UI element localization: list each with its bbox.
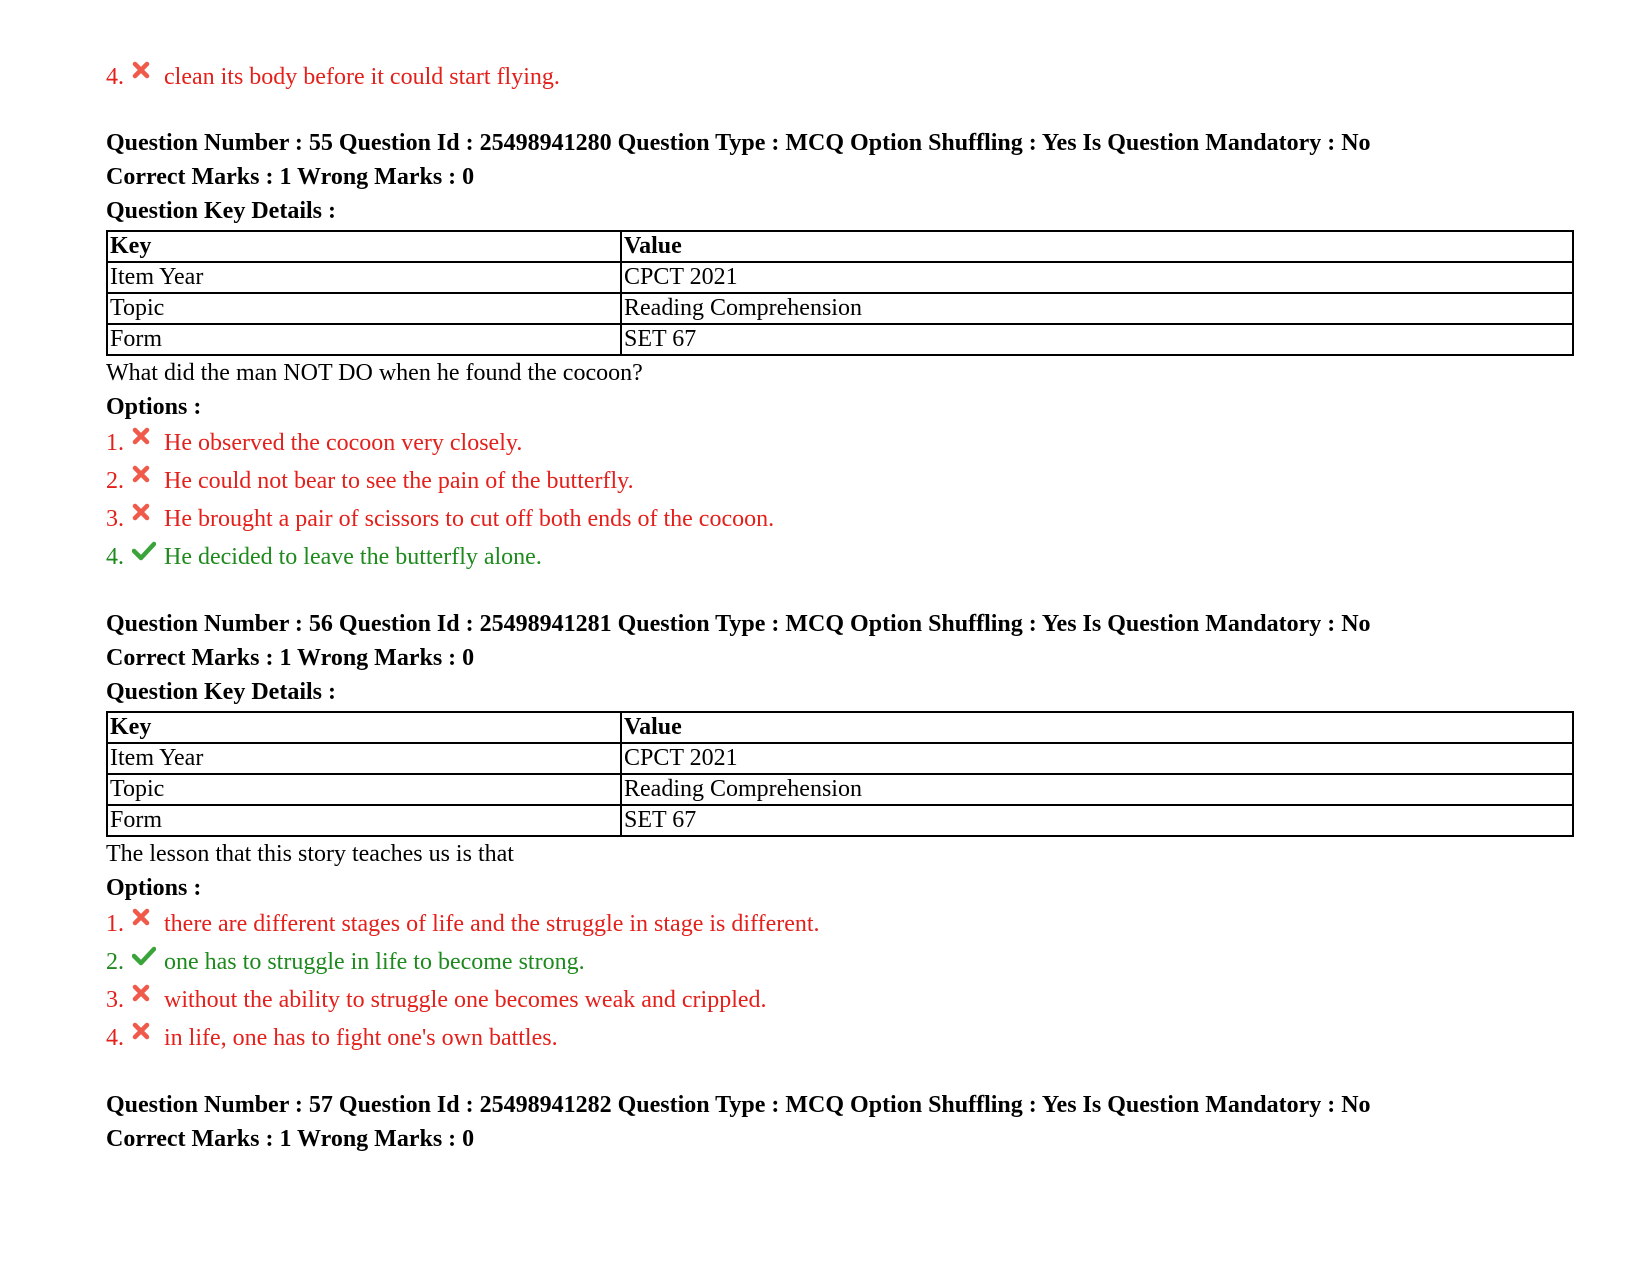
option-number: 2.: [106, 949, 124, 975]
option-item: [106, 500, 1576, 538]
option-number: 1.: [106, 911, 124, 937]
key-details-table: [106, 230, 1574, 356]
option-number: 3.: [106, 506, 124, 532]
table-cell-key: Form: [107, 805, 621, 836]
question-header: Question Number : 56 Question Id : 25498941281 Question Type : MCQ Option Shuffling : Yes Is Question Mandatory : No: [106, 611, 1371, 637]
option-number: 2.: [106, 468, 124, 494]
marks-line: Correct Marks : 1 Wrong Marks : 0: [106, 1126, 475, 1152]
table-cell-value: Reading Comprehension: [621, 293, 1573, 324]
key-details-label: Question Key Details :: [106, 679, 336, 705]
option-text: without the ability to struggle one becomes weak and crippled.: [164, 987, 767, 1013]
question-text: The lesson that this story teaches us is that: [106, 841, 514, 867]
question-text: What did the man NOT DO when he found the cocoon?: [106, 360, 643, 386]
table-cell-value: SET 67: [621, 805, 1573, 836]
table-header-row: [107, 231, 1573, 262]
check-icon: [132, 943, 164, 981]
spacer: [106, 576, 1576, 607]
key-details-label: Question Key Details :: [106, 198, 336, 224]
question-header: Question Number : 55 Question Id : 25498941280 Question Type : MCQ Option Shuffling : Yes Is Question Mandatory : No: [106, 130, 1371, 156]
key-details-table: [106, 711, 1574, 837]
table-row: [107, 774, 1573, 805]
option-number: 3.: [106, 987, 124, 1013]
cross-icon: [132, 500, 164, 538]
question-block-57: [106, 1088, 1576, 1156]
spacer: [106, 1057, 1576, 1088]
table-row: [107, 293, 1573, 324]
option-text: He brought a pair of scissors to cut off both ends of the cocoon.: [164, 506, 775, 532]
option-text: in life, one has to fight one's own battles.: [164, 1025, 558, 1051]
table-header-key: Key: [107, 231, 621, 262]
document-content: [106, 58, 1576, 1156]
table-cell-value: SET 67: [621, 324, 1573, 355]
option-text: He decided to leave the butterfly alone.: [164, 544, 542, 570]
option-item: [106, 943, 1576, 981]
table-row: [107, 324, 1573, 355]
option-number: 1.: [106, 430, 124, 456]
marks-line: Correct Marks : 1 Wrong Marks : 0: [106, 164, 475, 190]
cross-icon: [132, 58, 164, 96]
cross-icon: [132, 424, 164, 462]
option-text: there are different stages of life and the struggle in stage is different.: [164, 911, 820, 937]
cross-icon: [132, 905, 164, 943]
option-number: 4.: [106, 544, 124, 570]
spacer: [106, 96, 1576, 126]
option-text: one has to struggle in life to become strong.: [164, 949, 585, 975]
question-block-55: [106, 126, 1576, 576]
question-block-56: [106, 607, 1576, 1057]
table-cell-key: Item Year: [107, 262, 621, 293]
table-cell-value: Reading Comprehension: [621, 774, 1573, 805]
table-header-value: Value: [621, 231, 1573, 262]
option-item: [106, 424, 1576, 462]
table-header-row: [107, 712, 1573, 743]
option-text: He could not bear to see the pain of the butterfly.: [164, 468, 634, 494]
cross-icon: [132, 981, 164, 1019]
table-cell-key: Topic: [107, 293, 621, 324]
table-row: [107, 262, 1573, 293]
table-cell-key: Topic: [107, 774, 621, 805]
table-cell-key: Item Year: [107, 743, 621, 774]
marks-line: Correct Marks : 1 Wrong Marks : 0: [106, 645, 475, 671]
cross-icon: [132, 1019, 164, 1057]
option-item: [106, 538, 1576, 576]
table-header-key: Key: [107, 712, 621, 743]
option-text: clean its body before it could start flying.: [164, 64, 560, 90]
table-cell-value: CPCT 2021: [621, 743, 1573, 774]
table-cell-value: CPCT 2021: [621, 262, 1573, 293]
options-label: Options :: [106, 875, 202, 901]
table-header-value: Value: [621, 712, 1573, 743]
check-icon: [132, 538, 164, 576]
table-row: [107, 805, 1573, 836]
question-header: Question Number : 57 Question Id : 25498941282 Question Type : MCQ Option Shuffling : Yes Is Question Mandatory : No: [106, 1092, 1371, 1118]
option-text: He observed the cocoon very closely.: [164, 430, 523, 456]
option-item: [106, 462, 1576, 500]
option-item: [106, 905, 1576, 943]
option-item: [106, 1019, 1576, 1057]
option-number: 4.: [106, 1025, 124, 1051]
prev-option-4: [106, 58, 1576, 96]
table-row: [107, 743, 1573, 774]
option-number: 4.: [106, 64, 124, 90]
cross-icon: [132, 462, 164, 500]
option-item: [106, 981, 1576, 1019]
table-cell-key: Form: [107, 324, 621, 355]
options-label: Options :: [106, 394, 202, 420]
